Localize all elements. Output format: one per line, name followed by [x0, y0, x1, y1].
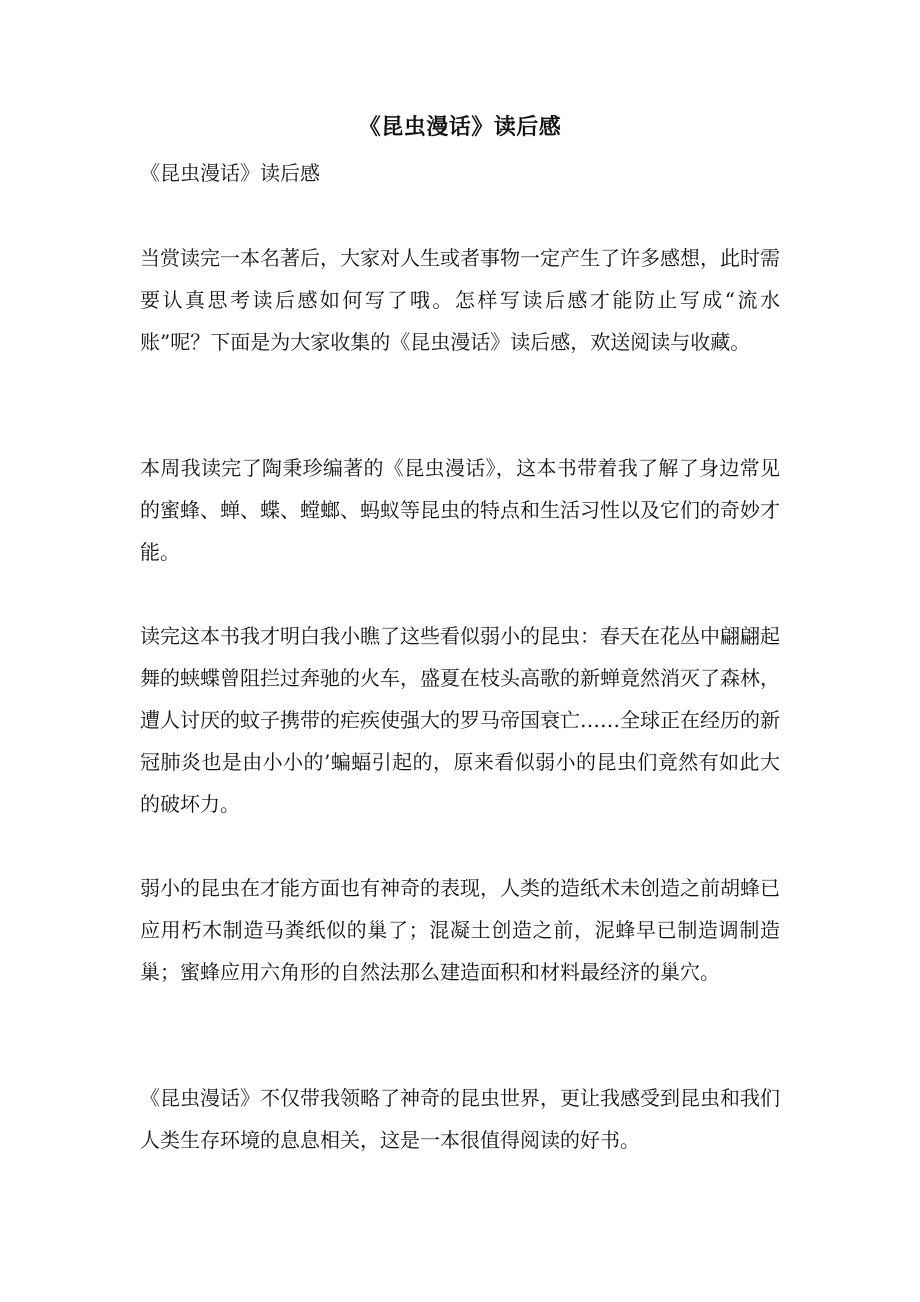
paragraph-destructive-power: 读完这本书我才明白我小瞧了这些看似弱小的昆虫：春天在花丛中翩翩起舞的蛱蝶曾阻拦过奔驰的火车，盛夏在枝头高歌的新蝉竟然消灭了森林，遭人讨厌的蚊子携带的疟疾使强大的罗马帝国衰亡……全球正在经历的新冠肺炎也是由小小的’蝙蝠引起的，原来看似弱小的昆虫们竟然有如此大的破坏力。: [140, 624, 780, 816]
document-subtitle: 《昆虫漫话》读后感: [140, 161, 320, 185]
paragraph-conclusion: 《昆虫漫话》不仅带我领略了神奇的昆虫世界，更让我感受到昆虫和我们人类生存环境的息息相关，这是一本很值得阅读的好书。: [140, 1086, 780, 1152]
page-title: 《昆虫漫话》读后感: [358, 114, 562, 140]
paragraph-intro: 当赏读完一本名著后，大家对人生或者事物一定产生了许多感想，此时需要认真思考读后感如何写了哦。怎样写读后感才能防止写成“流水账”呢？下面是为大家收集的《昆虫漫话》读后感，欢送阅读与收藏。: [140, 246, 780, 354]
paragraph-insect-abilities: 弱小的昆虫在才能方面也有神奇的表现，人类的造纸术未创造之前胡蜂已应用朽木制造马粪纸似的巢了；混凝土创造之前，泥蜂早已制造调制造巢；蜜蜂应用六角形的自然法那么建造面积和材料最经济的巢穴。: [140, 876, 780, 984]
paragraph-book-summary: 本周我读完了陶秉珍编著的《昆虫漫话》，这本书带着我了解了身边常见的蜜蜂、蝉、蝶、螳螂、蚂蚁等昆虫的特点和生活习性以及它们的奇妙才能。: [140, 456, 780, 564]
